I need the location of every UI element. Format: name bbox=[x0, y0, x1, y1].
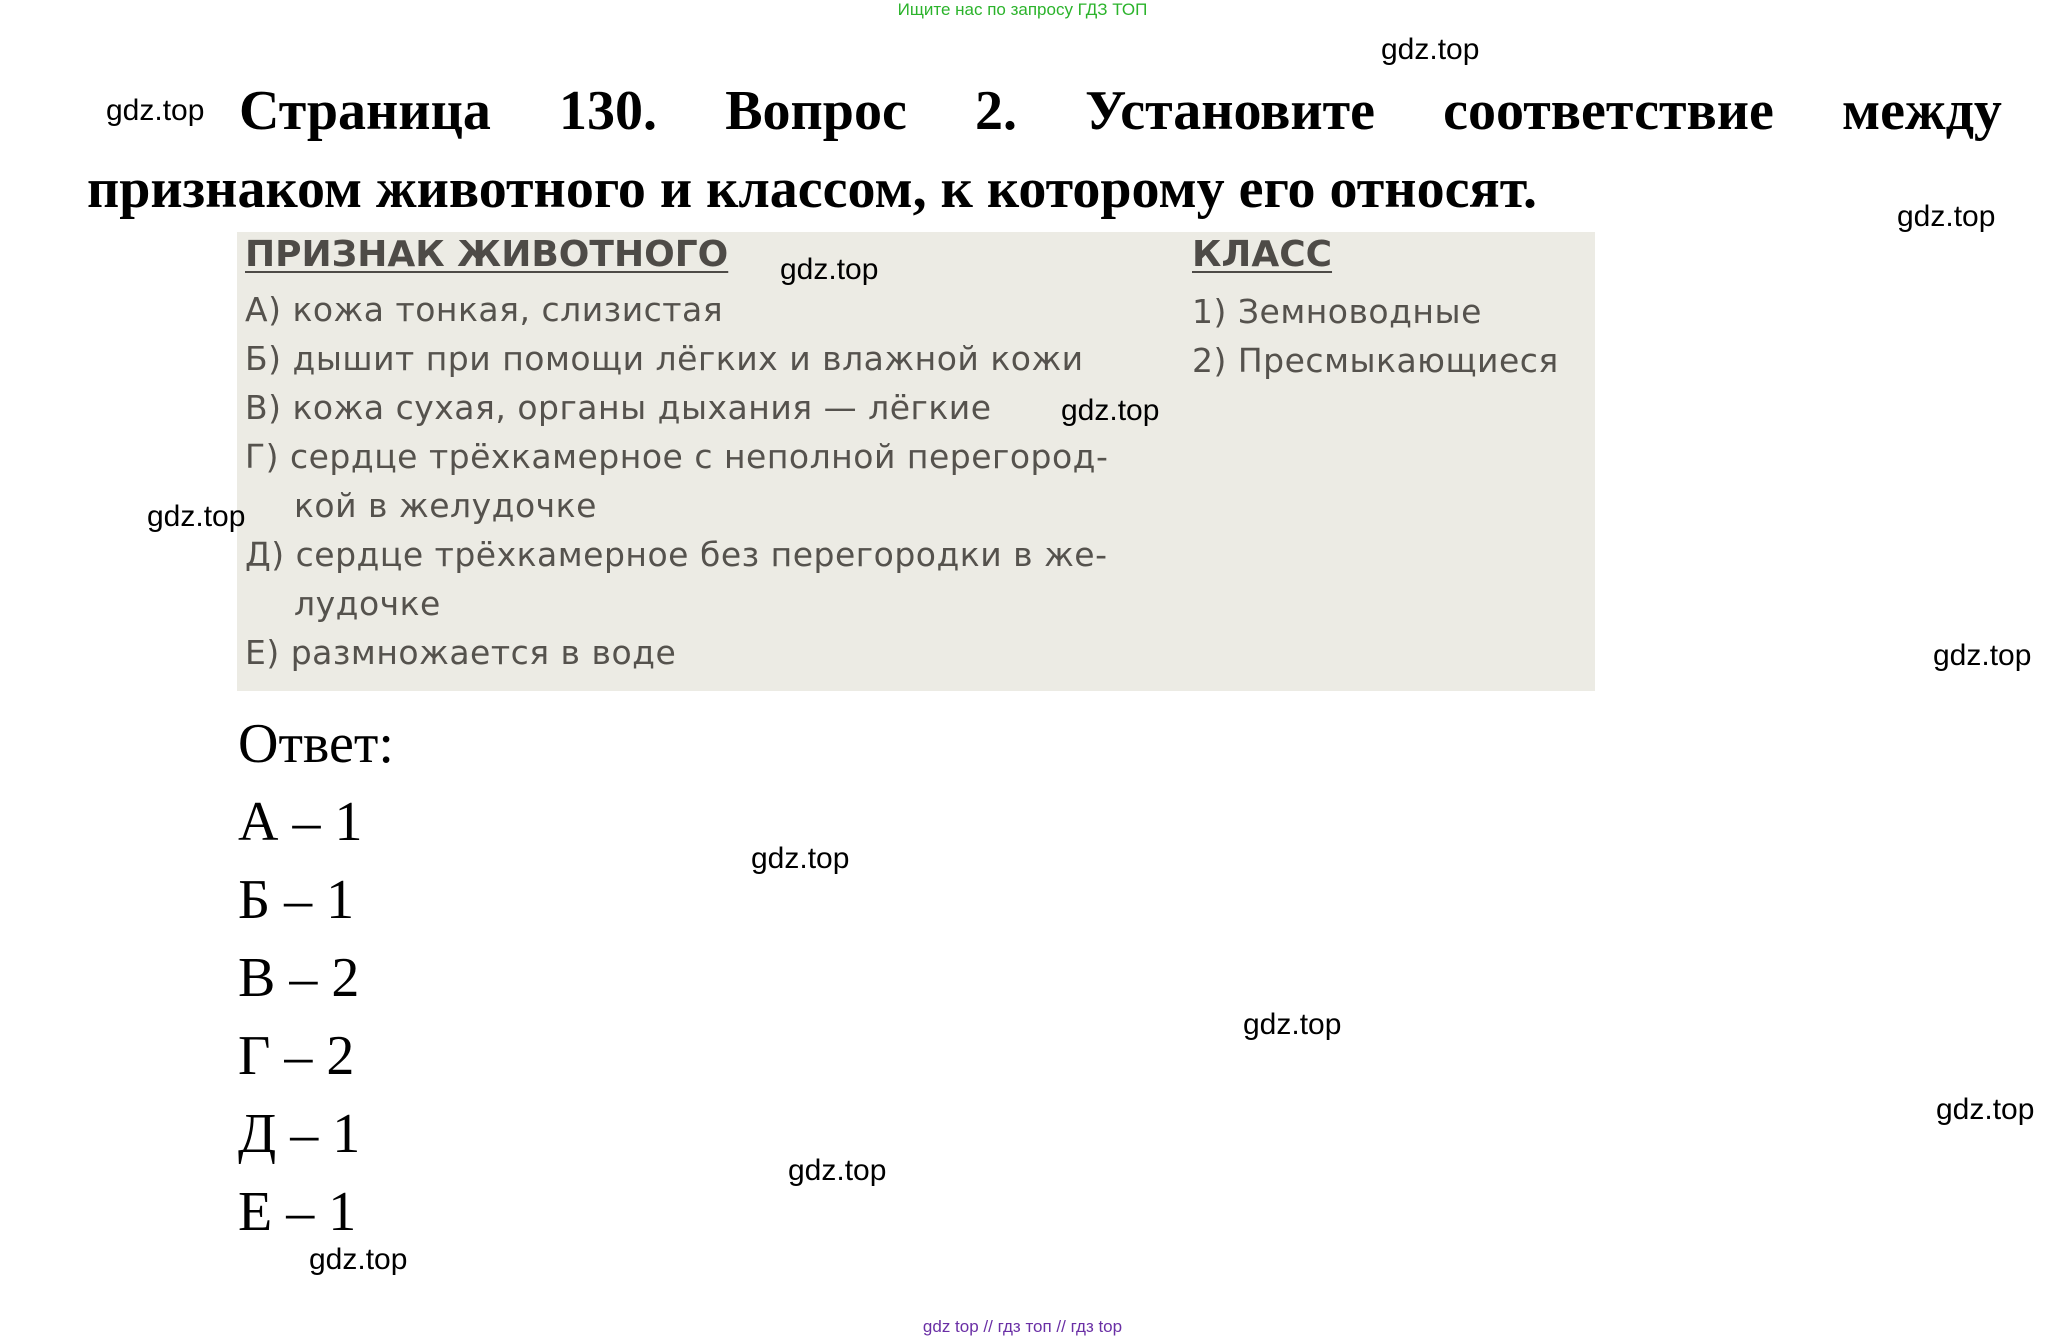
watermark-text: gdz.top bbox=[106, 94, 205, 127]
textbook-task-image bbox=[237, 232, 1595, 691]
question-title-line-1 bbox=[87, 72, 2002, 150]
title-word: соответствие bbox=[1443, 80, 1774, 142]
title-word: Установите bbox=[1085, 80, 1375, 142]
feature-item-v: В) кожа сухая, органы дыхания — лёгкие bbox=[245, 388, 992, 427]
watermark-text: gdz.top bbox=[751, 842, 850, 875]
feature-item-e: Е) размножается в воде bbox=[245, 633, 677, 672]
answer-item: А – 1 bbox=[238, 791, 363, 853]
watermark-text: gdz.top bbox=[1897, 200, 1996, 233]
feature-item-g: Г) сердце трёхкамерное с неполной перегород- bbox=[245, 437, 1109, 476]
title-word: 2. bbox=[974, 80, 1017, 142]
watermark-text: gdz.top bbox=[1243, 1008, 1342, 1041]
watermark-text: gdz.top bbox=[309, 1243, 408, 1276]
class-column-header: КЛАСС bbox=[1192, 234, 1333, 275]
footer-watermark: gdz top // гдз топ // гдз top bbox=[922, 1317, 1123, 1336]
answer-item: Д – 1 bbox=[238, 1103, 361, 1165]
title-word: 130. bbox=[559, 80, 658, 142]
answer-item: Г – 2 bbox=[238, 1025, 355, 1087]
answer-item: Е – 1 bbox=[238, 1181, 357, 1243]
title-word: между bbox=[1841, 80, 2002, 142]
watermark-text: gdz.top bbox=[780, 253, 879, 286]
feature-item-b: Б) дышит при помощи лёгких и влажной кожи bbox=[245, 339, 1084, 378]
title-word: Страница bbox=[239, 80, 491, 142]
search-hint-banner: Ищите нас по запросу ГДЗ ТОП bbox=[897, 0, 1148, 19]
answer-item: В – 2 bbox=[238, 947, 360, 1009]
watermark-text: gdz.top bbox=[1936, 1093, 2035, 1126]
feature-item-a: А) кожа тонкая, слизистая bbox=[245, 290, 724, 329]
feature-item-g-continued: кой в желудочке bbox=[294, 486, 597, 525]
watermark-text: gdz.top bbox=[1061, 394, 1160, 427]
watermark-text: gdz.top bbox=[1933, 639, 2032, 672]
feature-item-d: Д) сердце трёхкамерное без перегородки в же- bbox=[245, 535, 1108, 574]
watermark-text: gdz.top bbox=[788, 1154, 887, 1187]
answer-label: Ответ: bbox=[238, 713, 394, 775]
class-item-1: 1) Земноводные bbox=[1192, 292, 1482, 331]
watermark-text: gdz.top bbox=[1381, 33, 1480, 66]
watermark-text: gdz.top bbox=[147, 500, 246, 533]
question-title-line-2: признаком животного и классом, к которому его относят. bbox=[87, 158, 1538, 220]
class-item-2: 2) Пресмыкающиеся bbox=[1192, 341, 1559, 380]
feature-item-d-continued: лудочке bbox=[294, 584, 441, 623]
feature-column-header: ПРИЗНАК ЖИВОТНОГО bbox=[245, 234, 729, 275]
answer-item: Б – 1 bbox=[238, 869, 355, 931]
title-word: Вопрос bbox=[725, 80, 907, 142]
question-title bbox=[87, 72, 2002, 228]
